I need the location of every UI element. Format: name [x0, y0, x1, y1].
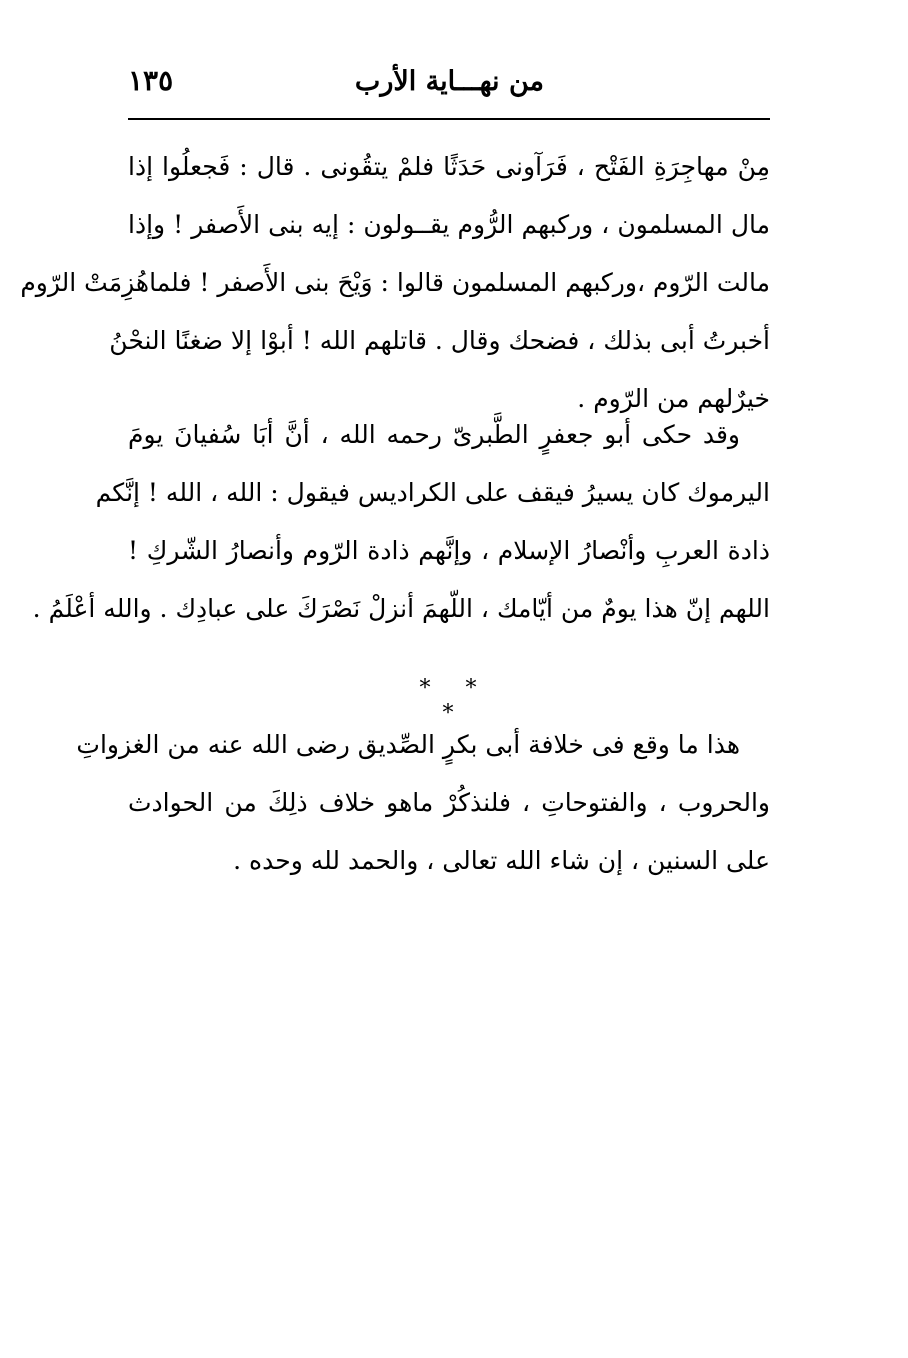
text-line: مال المسلمون ، وركبهم الرُّوم يقــولون : إيه بنى الأَصفر ! وإذا	[128, 210, 770, 239]
section-separator: * * *	[419, 676, 491, 726]
paragraph-1	[20, 138, 770, 428]
text-line: ذادة العربِ وأنْصارُ الإسلام ، وإنَّهم ذادة الرّوم وأنصارُ الشّركِ !	[128, 536, 770, 565]
text-line: اللهم إنّ هذا يومٌ من أيّامك ، اللّهمَ أنزلْ نَصْرَكَ على عبادِك . والله أعْلَمُ .	[32, 594, 770, 623]
text-line: اليرموك كان يسيرُ فيقف على الكراديس فيقول : الله ، الله ! إنَّكم	[95, 478, 770, 507]
text-line: على السنين ، إن شاء الله تعالى ، والحمد لله وحده .	[233, 846, 770, 875]
paragraph-3	[76, 716, 770, 890]
text-line: خيرٌلهم من الرّوم .	[577, 384, 770, 413]
running-title: من نهـــاية الأرب	[354, 66, 544, 97]
text-line: والحروب ، والفتوحاتِ ، فلنذكُرْ ماهو خلاف ذلِكَ من الحوادث	[128, 788, 770, 817]
header-rule	[128, 118, 770, 120]
paragraph-2	[32, 406, 770, 638]
page-header	[128, 62, 770, 106]
text-line: هذا ما وقع فى خلافة أبى بكرٍ الصِّديق رضى الله عنه من الغزواتِ	[76, 730, 740, 759]
page-number: ١٣٥	[128, 64, 174, 97]
text-line: أخبرتُ أبى بذلك ، فضحك وقال . قاتلهم الله ! أبوْا إلا ضغنًا النحْنُ	[109, 326, 770, 355]
text-line: وقد حكى أبو جعفرٍ الطَّبرىّ رحمه الله ، أنَّ أبَا سُفيانَ يومَ	[128, 420, 740, 449]
text-line: مِنْ مهاجِرَةِ الفَتْح ، فَرَآونى حَدَثًا فلمْ يتقُونى . قال : فَجعلُوا إذا	[128, 152, 770, 181]
text-line: مالت الرّوم ،ورکبهم المسلمون قالوا : وَيْحَ بنى الأَصفر ! فلماهُزِمَتْ الرّوم	[20, 268, 770, 297]
